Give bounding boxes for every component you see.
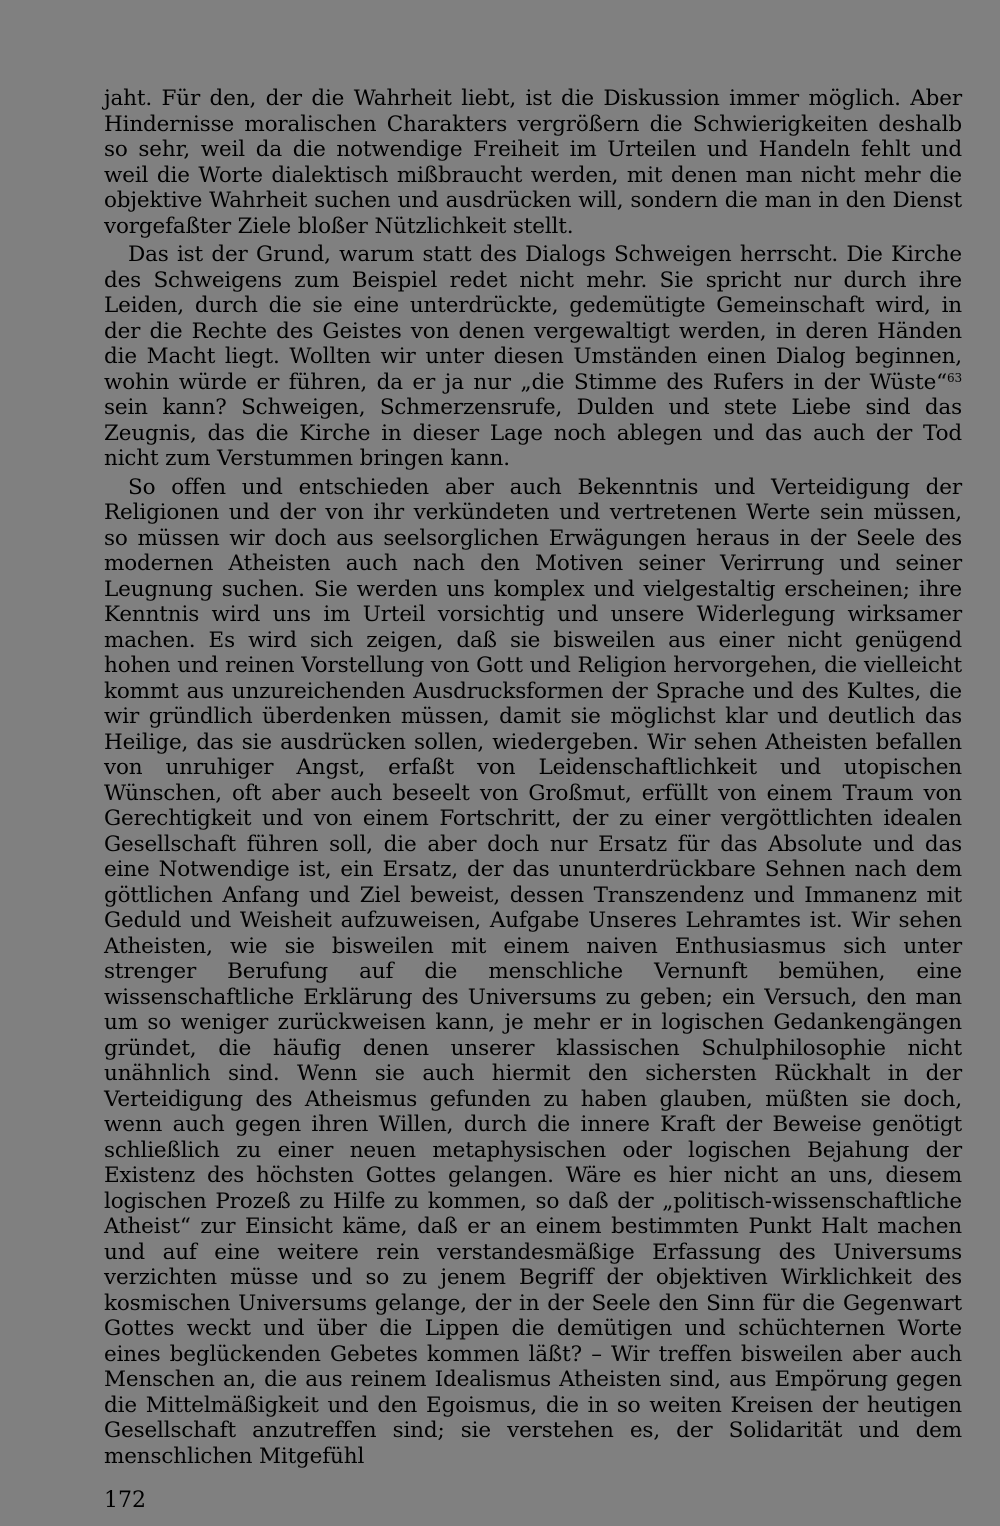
paragraph-2 xyxy=(104,242,962,472)
paragraph-1-text: jaht. Für den, der die Wahrheit liebt, ist die Diskussion immer möglich. Aber Hindernisse moralischen Charakters vergrößern die Schwierigkeiten deshalb so sehr, weil da die notwendige Freiheit im Urteilen und Handeln fehlt und weil die Worte dialektisch mißbraucht werden, mit denen man nicht mehr die objektive Wahrheit suchen und ausdrücken will, sondern die man in den Dienst vorgefaßter Ziele bloßer Nützlichkeit stellt. xyxy=(104,86,962,239)
page-number: 172 xyxy=(104,1488,146,1513)
paragraph-3 xyxy=(104,475,962,1470)
paragraph-2-text-b: sein kann? Schweigen, Schmerzensrufe, Dulden und stete Liebe sind das Zeugnis, das die Kirche in dieser Lage noch ablegen und das auch der Tod nicht zum Verstummen bringen kann. xyxy=(104,395,962,471)
page-body xyxy=(104,86,962,1469)
footnote-marker-63: 63 xyxy=(947,370,962,385)
paragraph-3-text: So offen und entschieden aber auch Bekenntnis und Verteidigung der Religionen und der von ihr verkündeten und vertretenen Werte sein müssen, so müssen wir doch aus seelsorglichen Erwägungen heraus in der Seele des modernen Atheisten auch nach den Motiven seiner Verirrung und seiner Leugnung suchen. Sie werden uns komplex und vielgestaltig erscheinen; ihre Kenntnis wird uns im Urteil vorsichtig und unsere Widerlegung wirksamer machen. Es wird sich zeigen, daß sie bisweilen aus einer nicht genügend hohen und reinen Vorstellung von Gott und Religion hervorgehen, die vielleicht kommt aus unzureichenden Ausdrucksformen der Sprache und des Kultes, die wir gründlich überdenken müssen, damit sie möglichst klar und deutlich das Heilige, das sie ausdrücken sollen, wiedergeben. Wir sehen Atheisten befallen von unruhiger Angst, erfaßt von Leidenschaftlichkeit und utopischen Wünschen, oft aber auch beseelt von Großmut, erfüllt von einem Traum von Gerechtigkeit und von einem Fortschritt, der zu einer vergöttlichten idealen Gesellschaft führen soll, die aber doch nur Ersatz für das Absolute und das eine Notwendige ist, ein Ersatz, der das ununterdrückbare Sehnen nach dem göttlichen Anfang und Ziel beweist, dessen Transzendenz und Immanenz mit Geduld und Weisheit aufzuweisen, Aufgabe Unseres Lehramtes ist. Wir sehen Atheisten, wie sie bisweilen mit einem naiven Enthusiasmus sich unter strenger Berufung auf die menschliche Vernunft bemühen, eine wissenschaftliche Erklärung des Universums zu geben; ein Versuch, den man um so weniger zurückweisen kann, je mehr er in logischen Gedankengängen gründet, die häufig denen unserer klassischen Schulphilosophie nicht unähnlich sind. Wenn sie auch hiermit den sichersten Rückhalt in der Verteidigung des Atheismus gefunden zu haben glauben, müßten sie doch, wenn auch gegen ihren Willen, durch die innere Kraft der Beweise genötigt schließlich zu einer neuen metaphysischen oder logischen Bejahung der Existenz des höchsten Gottes gelangen. Wäre es hier nicht an uns, diesem logischen Prozeß zu Hilfe zu kommen, so daß der „politisch-wissenschaftliche Atheist“ zur Einsicht käme, daß er an einem bestimmten Punkt Halt machen und auf eine weitere rein verstandesmäßige Erfassung des Universums verzichten müsse und so zu jenem Begriff der objektiven Wirklichkeit des kosmischen Universums gelange, der in der Seele den Sinn für die Gegenwart Gottes weckt und über die Lippen die demütigen und schüchternen Worte eines beglückenden Gebetes kommen läßt? – Wir treffen bisweilen aber auch Menschen an, die aus reinem Idealismus Atheisten sind, aus Empörung gegen die Mittelmäßigkeit und den Egoismus, die in so weiten Kreisen der heutigen Gesellschaft anzutreffen sind; sie verstehen es, der Solidarität und dem menschlichen Mitgefühl xyxy=(104,474,962,1469)
paragraph-1 xyxy=(104,86,962,239)
paragraph-2-text-a: Das ist der Grund, warum statt des Dialogs Schweigen herrscht. Die Kirche des Schweigens zum Beispiel redet nicht mehr. Sie spricht nur durch ihre Leiden, durch die sie eine unterdrückte, gedemütigte Gemeinschaft wird, in der die Rechte des Geistes von denen vergewaltigt werden, in deren Händen die Macht liegt. Wollten wir unter diesen Umständen einen Dialog beginnen, wohin würde er führen, da er ja nur „die Stimme des Rufers in der Wüste“ xyxy=(104,242,962,395)
